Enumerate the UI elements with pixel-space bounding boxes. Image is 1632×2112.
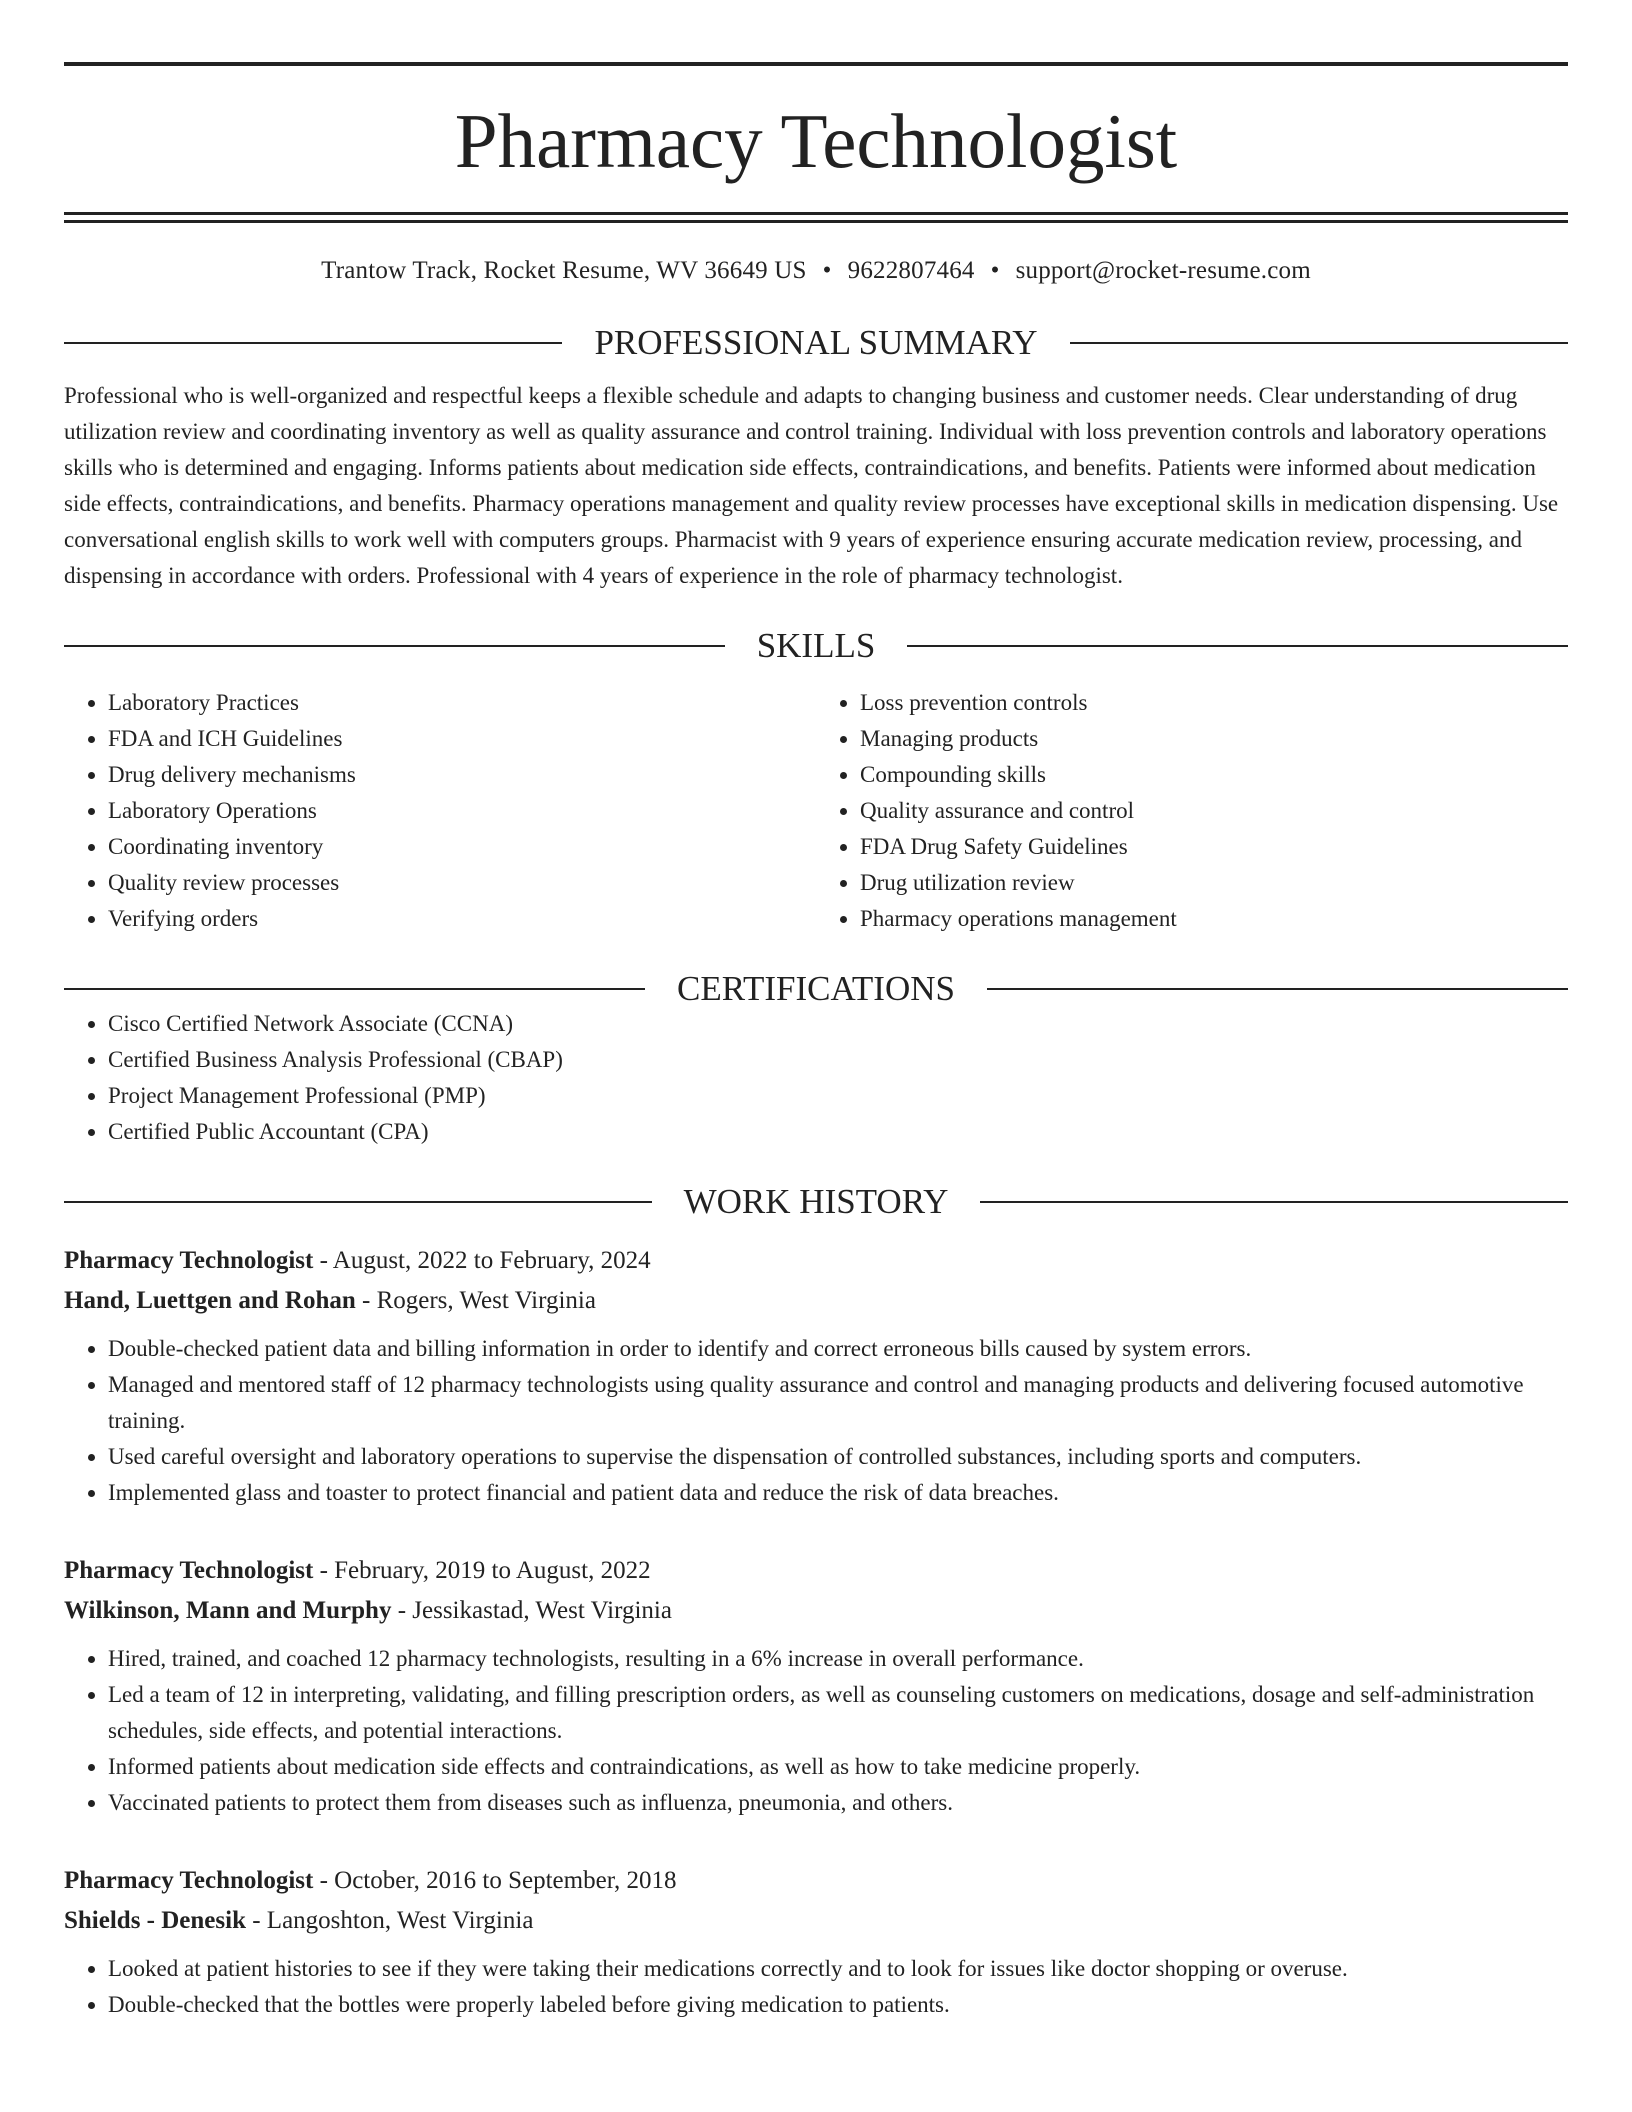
skill-item: • Drug utilization review <box>860 865 1568 901</box>
section-title: SKILLS <box>756 626 876 665</box>
job-entry <box>64 1551 1568 1821</box>
job-dates: - August, 2022 to February, 2024 <box>313 1247 651 1274</box>
divider-line <box>907 645 1568 647</box>
skill-item: • Pharmacy operations management <box>860 901 1568 937</box>
skills-list-left <box>64 685 816 937</box>
job-bullet: • Led a team of 12 in interpreting, validating, and filling prescription orders, as well as counseling customers on medications, dosage and self-administration schedules, side effects, and potential interactions. <box>108 1677 1568 1749</box>
job-role-line <box>64 1861 1568 1901</box>
skills-columns <box>64 685 1568 937</box>
skill-item: • Laboratory Operations <box>108 793 816 829</box>
divider-line <box>64 1201 652 1203</box>
work-history-heading <box>64 1184 1568 1219</box>
page-title: Pharmacy Technologist <box>454 98 1178 184</box>
skill-item: • Laboratory Practices <box>108 685 816 721</box>
job-company-line <box>64 1591 1568 1631</box>
job-bullets <box>64 1641 1568 1821</box>
skill-item: • Loss prevention controls <box>860 685 1568 721</box>
job-location: - Rogers, West Virginia <box>355 1287 596 1314</box>
job-location: - Jessikastad, West Virginia <box>391 1597 672 1624</box>
job-bullet: • Managed and mentored staff of 12 pharmacy technologists using quality assurance and control and managing products and delivering focused automotive training. <box>108 1367 1568 1439</box>
title-double-rule <box>64 212 1568 223</box>
divider-line <box>64 645 725 647</box>
skill-item: • Coordinating inventory <box>108 829 816 865</box>
section-title: WORK HISTORY <box>683 1182 949 1221</box>
divider-line <box>64 988 645 990</box>
section-title: PROFESSIONAL SUMMARY <box>594 323 1038 362</box>
job-bullet: • Vaccinated patients to protect them from diseases such as influenza, pneumonia, and others. <box>108 1785 1568 1821</box>
divider-line <box>64 342 562 344</box>
summary-heading <box>64 325 1568 360</box>
job-bullet: • Implemented glass and toaster to protect financial and patient data and reduce the risk of data breaches. <box>108 1475 1568 1511</box>
summary-text: Professional who is well-organized and respectful keeps a flexible schedule and adapts to changing business and customer needs. Clear understanding of drug utilization review and coordinating inventory as well as quality assurance and control training. Individual with loss prevention controls and laboratory operations skills who is determined and engaging. Informs patients about medication side effects, contraindications, and benefits. Patients were informed about medication side effects, contraindications, and benefits. Pharmacy operations management and quality review processes have exceptional skills in medication dispensing. Use conversational english skills to work well with computers groups. Pharmacist with 9 years of experience ensuring accurate medication review, processing, and dispensing in accordance with orders. Professional with 4 years of experience in the role of pharmacy technologist. <box>64 383 1559 588</box>
job-dates: - October, 2016 to September, 2018 <box>313 1867 677 1894</box>
job-bullets <box>64 1331 1568 1511</box>
job-role: Pharmacy Technologist <box>64 1557 314 1584</box>
skill-item: • Drug delivery mechanisms <box>108 757 816 793</box>
job-role: Pharmacy Technologist <box>64 1867 314 1894</box>
contact-separator: • <box>990 257 1000 284</box>
job-role-line <box>64 1241 1568 1281</box>
skill-item: • Managing products <box>860 721 1568 757</box>
job-bullet: • Hired, trained, and coached 12 pharmacy technologists, resulting in a 6% increase in overall performance. <box>108 1641 1568 1677</box>
divider-line <box>1070 342 1568 344</box>
skills-heading <box>64 628 1568 663</box>
skill-item: • FDA Drug Safety Guidelines <box>860 829 1568 865</box>
contact-email: support@rocket-resume.com <box>1015 257 1311 284</box>
certification-item: • Certified Public Accountant (CPA) <box>108 1114 1568 1150</box>
contact-line <box>64 257 1568 285</box>
job-role: Pharmacy Technologist <box>64 1247 314 1274</box>
skill-item: • FDA and ICH Guidelines <box>108 721 816 757</box>
certifications-list <box>64 1006 1568 1150</box>
job-company: Shields - Denesik <box>64 1907 246 1934</box>
job-role-line <box>64 1551 1568 1591</box>
job-company-line <box>64 1901 1568 1941</box>
skill-item: • Compounding skills <box>860 757 1568 793</box>
section-title: CERTIFICATIONS <box>677 969 955 1008</box>
divider-line <box>987 988 1568 990</box>
job-bullet: • Looked at patient histories to see if they were taking their medications correctly and to look for issues like doctor shopping or overuse. <box>108 1951 1568 1987</box>
certification-item: • Project Management Professional (PMP) <box>108 1078 1568 1114</box>
work-history-list <box>64 1241 1568 2023</box>
contact-address: Trantow Track, Rocket Resume, WV 36649 US <box>321 257 807 284</box>
job-company: Wilkinson, Mann and Murphy <box>64 1597 392 1624</box>
skills-list-right <box>816 685 1568 937</box>
job-company: Hand, Luettgen and Rohan <box>64 1287 356 1314</box>
certification-item: • Cisco Certified Network Associate (CCNA) <box>108 1006 1568 1042</box>
contact-separator: • <box>822 257 832 284</box>
certification-item: • Certified Business Analysis Professional (CBAP) <box>108 1042 1568 1078</box>
job-company-line <box>64 1281 1568 1321</box>
job-bullet: • Double-checked patient data and billing information in order to identify and correct erroneous bills caused by system errors. <box>108 1331 1568 1367</box>
contact-phone: 9622807464 <box>847 257 975 284</box>
job-bullets <box>64 1951 1568 2023</box>
job-bullet: • Used careful oversight and laboratory operations to supervise the dispensation of controlled substances, including sports and computers. <box>108 1439 1568 1475</box>
resume-page <box>64 62 1568 2023</box>
job-dates: - February, 2019 to August, 2022 <box>313 1557 651 1584</box>
job-location: - Langoshton, West Virginia <box>245 1907 534 1934</box>
divider-line <box>980 1201 1568 1203</box>
job-bullet: • Double-checked that the bottles were properly labeled before giving medication to patients. <box>108 1987 1568 2023</box>
skill-item: • Verifying orders <box>108 901 816 937</box>
job-bullet: • Informed patients about medication side effects and contraindications, as well as how to take medicine properly. <box>108 1749 1568 1785</box>
job-entry <box>64 1241 1568 1511</box>
skill-item: • Quality assurance and control <box>860 793 1568 829</box>
job-entry <box>64 1861 1568 2023</box>
skill-item: • Quality review processes <box>108 865 816 901</box>
certifications-heading <box>64 971 1568 1006</box>
top-rule <box>64 62 1568 66</box>
